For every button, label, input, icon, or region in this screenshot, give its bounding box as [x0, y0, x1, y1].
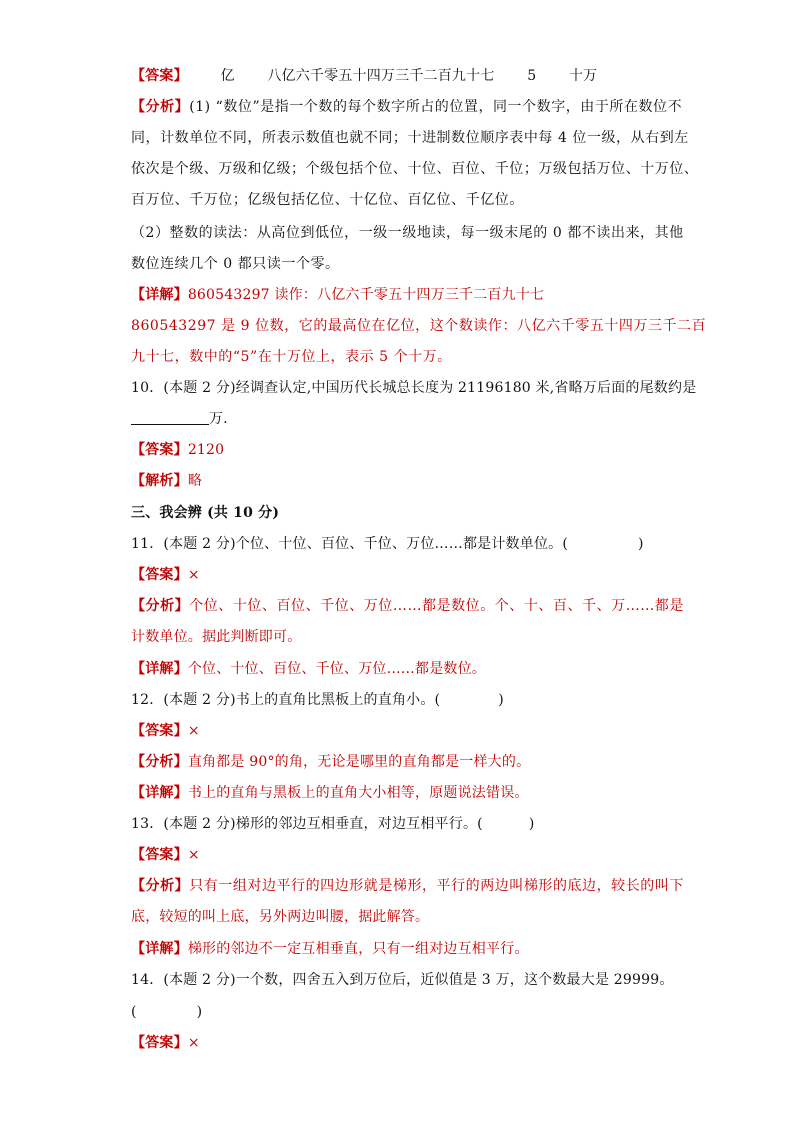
q9-answer-3: 5 [527, 68, 537, 84]
analysis-tag: 【分析】 [131, 754, 188, 770]
q13-detail-line [131, 940, 529, 958]
q11-analysis-line-2: 计数单位。据此判断即可。 [131, 629, 302, 645]
q10-answer-blank[interactable] [131, 410, 209, 425]
q13-answer-line [131, 846, 200, 864]
q10-stem-line-2 [131, 410, 237, 428]
q12-stem-line [131, 691, 504, 709]
q12-stem-close: ) [498, 692, 504, 708]
q14-paren-open: ( [131, 1004, 137, 1020]
detail-tag: 【详解】 [131, 287, 188, 303]
q9-detail-line-2: 860543297 是 9 位数，它的最高位在亿位，这个数读作：八亿六千零五十四万三千二百 [131, 318, 707, 334]
q14-answer: × [187, 1035, 200, 1051]
q13-stem-close: ) [528, 816, 535, 832]
q10-answer: 2120 [187, 442, 225, 458]
q11-detail-line [131, 660, 486, 678]
q11-answer-line [131, 566, 200, 584]
q9-answer-2: 八亿六千零五十四万三千二百九十七 [267, 68, 495, 84]
q11-analysis-text-1: 个位、十位、百位、千位、万位……都是数位。个、十、百、千、万……都是 [189, 598, 684, 614]
q9-answer-4: 十万 [568, 68, 598, 84]
q12-detail-line [131, 784, 529, 802]
analysis-tag: 【分析】 [131, 99, 190, 115]
q13-analysis-text-1: 只有一组对边平行的四边形就是梯形，平行的两边叫梯形的底边，较长的叫下 [189, 878, 684, 894]
q13-answer: × [187, 847, 200, 863]
q9-analysis-line-4: 百万位、千万位；亿级包括亿位、十亿位、百亿位、千亿位。 [131, 192, 524, 208]
answer-tag: 【答案】 [131, 567, 188, 583]
q14-paren-line [131, 1003, 202, 1021]
q14-answer-line [131, 1034, 200, 1052]
q13-stem: 13．(本题 2 分)梯形的邻边互相垂直，对边互相平行。( [131, 816, 483, 832]
q10-answer-line [131, 441, 224, 459]
q11-detail: 个位、十位、百位、千位、万位……都是数位。 [187, 661, 487, 677]
q11-stem-line [131, 535, 644, 553]
q11-answer: × [187, 567, 200, 583]
detail-tag: 【详解】 [131, 785, 188, 801]
q13-detail: 梯形的邻边不一定互相垂直，只有一组对边互相平行。 [187, 941, 529, 957]
q14-stem-line: 14．(本题 2 分)一个数，四舍五入到万位后，近似值是 3 万，这个数最大是 29999。 [131, 972, 674, 988]
q13-analysis-line-1 [131, 877, 684, 895]
q13-stem-line [131, 815, 534, 833]
q12-stem: 12．(本题 2 分)书上的直角比黑板上的直角小。( [131, 692, 441, 708]
q9-detail-line-1 [131, 286, 544, 304]
q12-analysis: 直角都是 90°的角，无论是哪里的直角都是一样大的。 [187, 754, 531, 770]
answer-tag: 【答案】 [131, 68, 188, 84]
q12-detail: 书上的直角与黑板上的直角大小相等，原题说法错误。 [187, 785, 529, 801]
answer-tag: 【答案】 [131, 442, 188, 458]
q12-answer-line [131, 722, 200, 740]
detail-tag: 【详解】 [131, 941, 188, 957]
section-title: 三、我会辨 (共 10 分) [131, 505, 280, 521]
detail-tag: 【详解】 [131, 661, 188, 677]
q9-analysis-line-1 [131, 98, 682, 116]
analysis-tag: 【分析】 [131, 878, 190, 894]
q9-analysis-line-6: 数位连续几个 0 都只读一个零。 [131, 256, 340, 272]
answer-tag: 【答案】 [131, 723, 188, 739]
q11-stem: 11．(本题 2 分)个位、十位、百位、千位、万位……都是计数单位。( [131, 536, 569, 552]
q12-answer: × [187, 723, 200, 739]
q10-explain-line [131, 472, 202, 490]
q10-stem-suffix: 万． [209, 411, 238, 427]
q13-analysis-line-2: 底，较短的叫上底，另外两边叫腰，据此解答。 [131, 909, 430, 925]
q9-answer-1: 亿 [220, 68, 235, 84]
q11-analysis-line-1 [131, 597, 684, 615]
q9-analysis-line-5: （2）整数的读法：从高位到低位，一级一级地读，每一级末尾的 0 都不读出来，其他 [131, 225, 684, 241]
q10-explain: 略 [187, 473, 203, 489]
q9-analysis-text-1: (1) “数位”是指一个数的每个数字所占的位置，同一个数字，由于所在数位不 [189, 99, 683, 115]
q10-stem-line-1: 10．(本题 2 分)经调查认定,中国历代长城总长度为 21196180 米,省略万后面的尾数约是 [131, 380, 697, 396]
q9-answer-line [131, 67, 597, 85]
q9-analysis-line-3: 依次是个级、万级和亿级；个级包括个位、十位、百位、千位；万级包括万位、十万位、 [131, 161, 699, 177]
explain-tag: 【解析】 [131, 473, 188, 489]
q14-paren-close: ) [196, 1004, 203, 1020]
q9-detail-text-1: 860543297 读作：八亿六千零五十四万三千二百九十七 [187, 287, 545, 303]
q11-stem-close: ) [638, 536, 644, 552]
analysis-tag: 【分析】 [131, 598, 190, 614]
q9-detail-line-3: 九十七，数中的“5”在十万位上，表示 5 个十万。 [131, 349, 452, 365]
q9-analysis-line-2: 同，计数单位不同，所表示数值也就不同；十进制数位顺序表中每 4 位一级，从右到左 [131, 130, 689, 146]
answer-tag: 【答案】 [131, 847, 188, 863]
q12-analysis-line [131, 753, 530, 771]
answer-tag: 【答案】 [131, 1035, 188, 1051]
